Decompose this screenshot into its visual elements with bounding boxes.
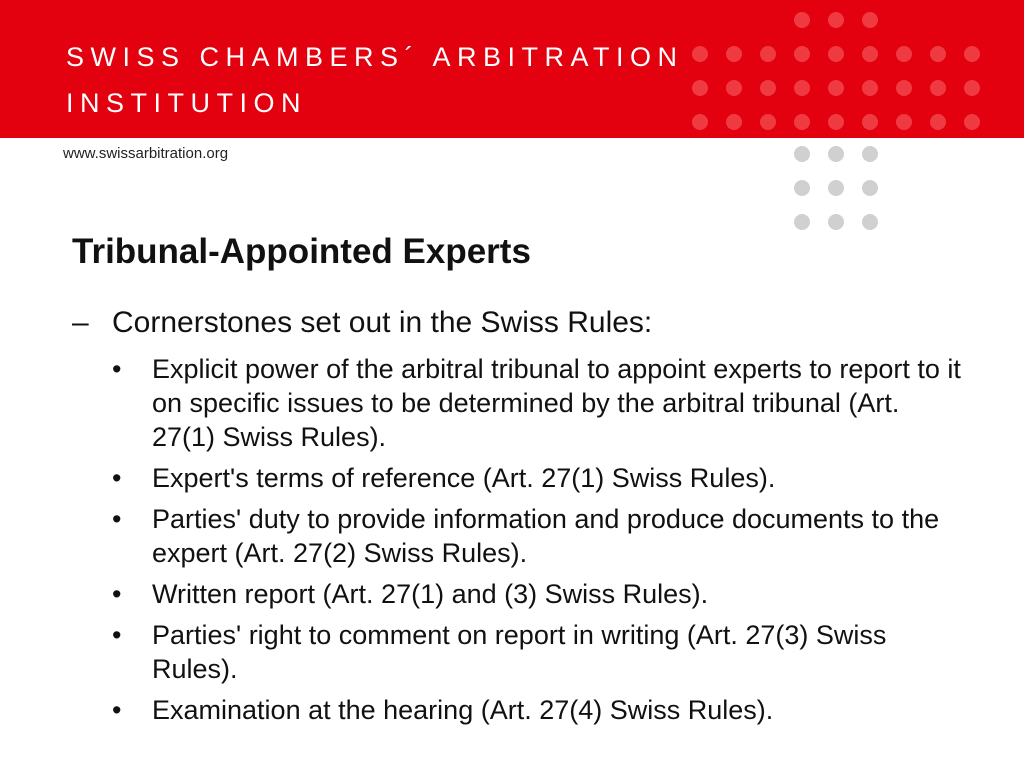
slide-title: Tribunal-Appointed Experts bbox=[72, 232, 531, 271]
bullet-marker: • bbox=[112, 620, 122, 650]
decorative-dot bbox=[862, 214, 878, 230]
header-banner bbox=[0, 0, 1024, 138]
bullet-text: Parties' duty to provide information and produce documents to the expert (Art. 27(2) Swiss Rules). bbox=[152, 504, 940, 568]
decorative-dot bbox=[794, 214, 810, 230]
org-name-line-1: SWISS CHAMBERS´ ARBITRATION bbox=[66, 42, 684, 72]
decorative-dot bbox=[862, 146, 878, 162]
org-name bbox=[66, 34, 684, 126]
decorative-dot bbox=[828, 146, 844, 162]
website-url: www.swissarbitration.org bbox=[63, 145, 229, 162]
decorative-dot bbox=[828, 180, 844, 196]
bullet-text: Examination at the hearing (Art. 27(4) Swiss Rules). bbox=[152, 695, 774, 725]
decorative-dot bbox=[794, 146, 810, 162]
bullet-marker: • bbox=[112, 504, 122, 534]
lead-text: Cornerstones set out in the Swiss Rules: bbox=[112, 306, 653, 339]
bullet-text: Written report (Art. 27(1) and (3) Swiss Rules). bbox=[152, 579, 709, 609]
bullet-marker: • bbox=[112, 354, 122, 384]
bullet-marker: • bbox=[112, 463, 122, 493]
bullet-marker: • bbox=[112, 579, 122, 609]
bullet-text: Explicit power of the arbitral tribunal to appoint experts to report to it on specific issues to be determined by the arbitral tribunal (Art. 27(1) Swiss Rules). bbox=[152, 354, 961, 452]
decorative-dot bbox=[862, 180, 878, 196]
org-name-line-2: INSTITUTION bbox=[66, 88, 307, 118]
decorative-dot bbox=[828, 214, 844, 230]
bullet-text: Parties' right to comment on report in writing (Art. 27(3) Swiss Rules). bbox=[152, 620, 887, 684]
bullet-text: Expert's terms of reference (Art. 27(1) Swiss Rules). bbox=[152, 463, 776, 493]
decorative-dot bbox=[794, 180, 810, 196]
dash-marker: – bbox=[72, 306, 89, 339]
bullet-marker: • bbox=[112, 695, 122, 725]
